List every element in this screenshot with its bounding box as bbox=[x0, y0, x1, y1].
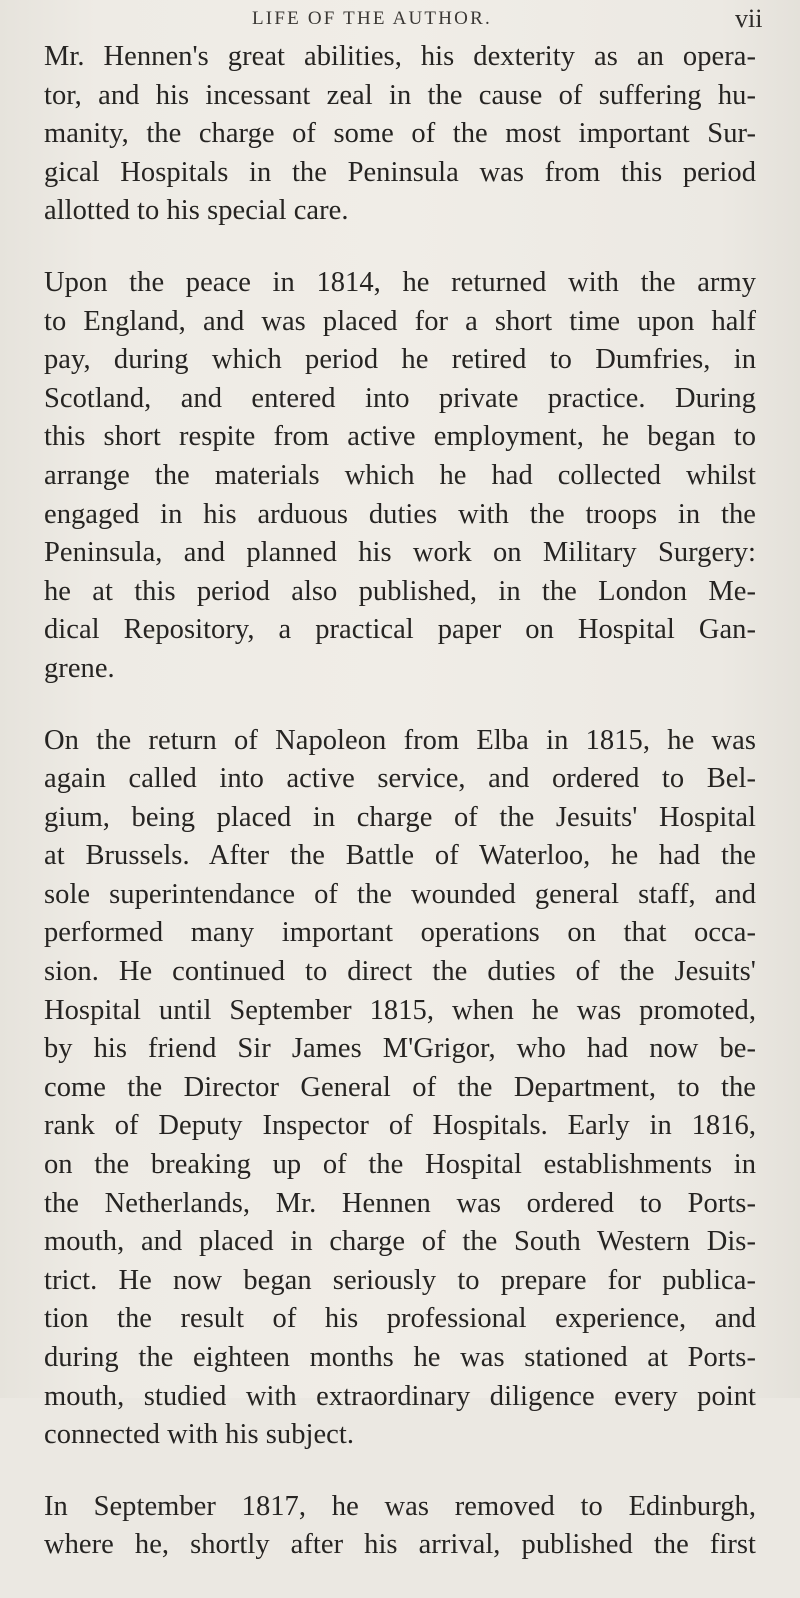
text-line: Peninsula, and planned his work on Military Surgery: bbox=[44, 537, 756, 569]
text-line: Scotland, and entered into private practice. During bbox=[44, 382, 756, 414]
text-line: at Brussels. After the Battle of Waterloo, he had the bbox=[44, 840, 756, 872]
text-line: sole superintendance of the wounded general staff, and bbox=[44, 878, 756, 910]
body-text bbox=[44, 38, 756, 1598]
text-line: manity, the charge of some of the most important Sur- bbox=[44, 118, 756, 150]
text-line: connected with his subject. bbox=[44, 1419, 355, 1451]
text-line: mouth, studied with extraordinary diligence every point bbox=[44, 1380, 756, 1412]
text-line: the Netherlands, Mr. Hennen was ordered to Ports- bbox=[44, 1187, 756, 1219]
running-title: LIFE OF THE AUTHOR. bbox=[252, 8, 492, 29]
running-head bbox=[0, 2, 800, 36]
paragraph-4 bbox=[44, 1488, 756, 1565]
text-line: rank of Deputy Inspector of Hospitals. Early in 1816, bbox=[44, 1110, 756, 1142]
text-line: On the return of Napoleon from Elba in 1815, he was bbox=[44, 724, 756, 756]
paragraph-2 bbox=[44, 264, 756, 689]
text-line: where he, shortly after his arrival, published the first bbox=[44, 1529, 756, 1561]
text-line: gium, being placed in charge of the Jesuits' Hospital bbox=[44, 801, 756, 833]
text-line: this short respite from active employment, he began to bbox=[44, 421, 756, 453]
text-line: tion the result of his professional experience, and bbox=[44, 1303, 756, 1335]
text-line: during the eighteen months he was stationed at Ports- bbox=[44, 1342, 756, 1373]
text-line: dical Repository, a practical paper on Hospital Gan- bbox=[44, 614, 756, 646]
text-line: Hospital until September 1815, when he was promoted, bbox=[44, 994, 756, 1026]
text-line: sion. He continued to direct the duties of the Jesuits' bbox=[44, 956, 756, 988]
text-line: come the Director General of the Department, to the bbox=[44, 1071, 756, 1103]
text-line: mouth, and placed in charge of the South Western Dis- bbox=[44, 1226, 756, 1258]
text-line: on the breaking up of the Hospital establishments in bbox=[44, 1149, 756, 1181]
page-number: vii bbox=[735, 4, 763, 33]
text-line: Upon the peace in 1814, he returned with the army bbox=[44, 266, 756, 298]
text-line: again called into active service, and ordered to Bel- bbox=[44, 763, 756, 795]
text-line: In September 1817, he was removed to Edinburgh, bbox=[44, 1490, 756, 1522]
text-line: pay, during which period he retired to Dumfries, in bbox=[44, 344, 756, 376]
text-line: gical Hospitals in the Peninsula was from this period bbox=[44, 156, 756, 188]
text-line: Mr. Hennen's great abilities, his dexterity as an opera- bbox=[44, 41, 756, 72]
text-line: by his friend Sir James M'Grigor, who had now be- bbox=[44, 1033, 756, 1065]
text-line: engaged in his arduous duties with the troops in the bbox=[44, 498, 756, 530]
text-line: arrange the materials which he had collected whilst bbox=[44, 459, 756, 491]
text-line: tor, and his incessant zeal in the cause of suffering hu- bbox=[44, 79, 756, 111]
text-line: to England, and was placed for a short time upon half bbox=[44, 305, 756, 337]
text-line: grene. bbox=[44, 652, 115, 684]
paragraph-1 bbox=[44, 38, 756, 231]
text-line: performed many important operations on that occa- bbox=[44, 917, 756, 949]
text-line: trict. He now began seriously to prepare for publica- bbox=[44, 1264, 756, 1296]
text-line: he at this period also published, in the London Me- bbox=[44, 575, 756, 607]
text-line: allotted to his special care. bbox=[44, 195, 349, 227]
paragraph-3 bbox=[44, 722, 756, 1455]
